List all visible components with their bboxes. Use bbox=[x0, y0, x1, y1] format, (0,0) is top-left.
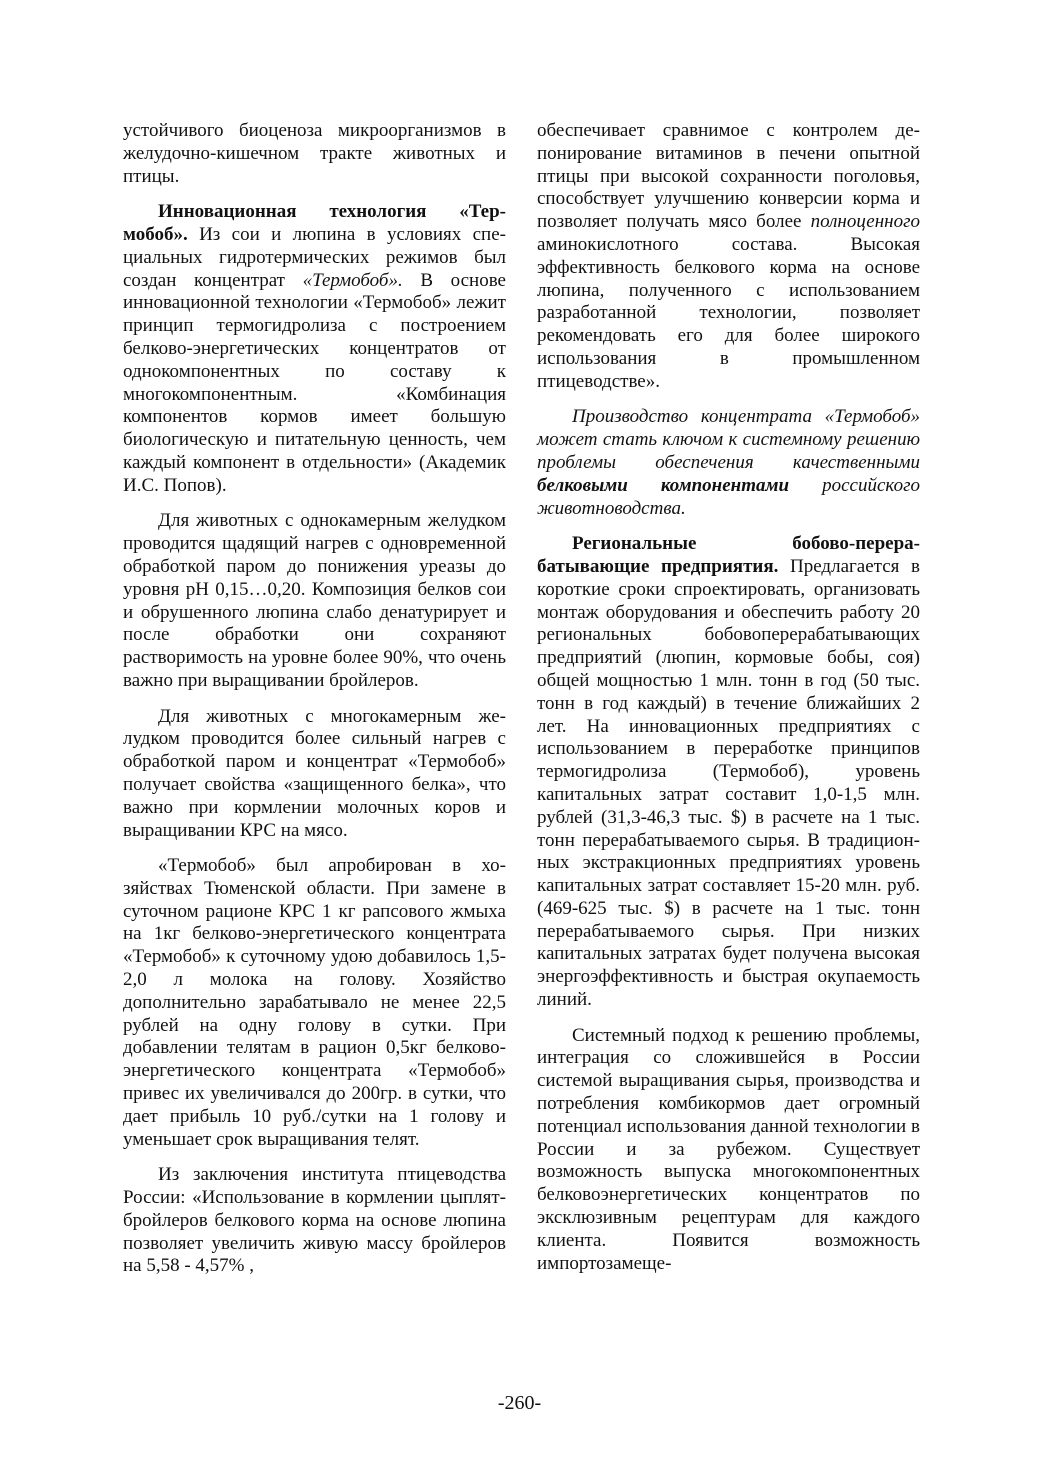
paragraph-text: Для животных с однокамерным желудком проводится щадящий нагрев с одновременной обработкой паром до понижения уреазы до уровня pH 0,15…0,20. Композиция белков сои и обрушенного люпина слабо денатурирует и после обработки они сохраняют растворимость на уровне более 90%, что очень важно при выращивании бройлеров. bbox=[123, 510, 506, 691]
paragraph bbox=[123, 855, 506, 1151]
paragraph-innovative-technology bbox=[123, 201, 506, 497]
paragraph-text: Из заключения института птицеводства России: «Использование в кормлении цыплят-бройлеров белкового корма на основе люпина позволяет увеличить живую массу бройлеров на 5,58 - 4,57% , bbox=[123, 1164, 506, 1277]
paragraph-text: Из сои и люпина в условиях специальных гидротермических режимов был создан концентрат bbox=[123, 223, 506, 291]
section-heading-regional: Региональные бобово-перерабатывающие предприятия. bbox=[537, 533, 920, 577]
paragraph bbox=[123, 706, 506, 843]
paragraph bbox=[123, 510, 506, 692]
paragraph-text: «Термобоб» был апробирован в хозяйствах Тюменской области. При замене в суточном рационе КРС 1 кг рапсового жмыха на 1кг белково-энергетического концентрата «Термобоб» к суточному удою добавилось 1,5-2,0 л молока на голову. Хозяйство дополнительно зарабатывало не менее 22,5 рублей на одну голову в сутки. При добавлении телятам в рацион 0,5кг белково-энергетического концентрата «Термобоб» привес их увеличивался до 200гр. в сутки, что дает прибыль 10 руб./сутки на 1 голову и уменьшает срок выращивания телят. bbox=[123, 855, 506, 1150]
paragraph bbox=[537, 1025, 920, 1276]
page-number: -260- bbox=[497, 1392, 542, 1414]
paragraph-text: Системный подход к решению проблемы, интеграция со сложившейся в России системой выращивания сырья, производства и потребления комбикормов дает огромный потенциал использования данной технологии в России и за рубежом. Существует возможность выпуска многокомпонентных белковоэнергетических концентратов по эксклюзивным рецептурам для каждого клиента. Появится возможность импортозамеще- bbox=[537, 1024, 920, 1274]
paragraph-text: Для животных с многокамерным желудком проводится более сильный нагрев с обработкой паром и концентрат «Термобоб» получает свойства «защищенного белка», что важно при кормлении молочных коров и выращивании КРС на мясо. bbox=[123, 705, 506, 841]
italic-term: полноценного bbox=[810, 211, 920, 233]
paragraph-text: обеспечивает сравнимое с контролем депонирование витаминов в печени опытной птицы при высокой сохранности поголовья, способствует улучшению конверсии корма и позволяет получать мясо более bbox=[537, 120, 920, 233]
italic-term: «Термобоб». bbox=[302, 269, 403, 291]
paragraph-text: устойчивого биоценоза микроорганизмов в желудочно-кишечном тракте животных и птицы. bbox=[123, 120, 506, 187]
paragraph bbox=[123, 1164, 506, 1278]
italic-text: Производство концентрата «Термобоб» может стать ключом к системному решению проблемы обеспечения качественными bbox=[537, 406, 920, 473]
bold-italic-text: белковыми компонентами bbox=[537, 474, 790, 496]
paragraph-text: Предлагается в короткие сроки спроектировать, организовать монтаж оборудования и обеспечить работу 20 региональных бобовоперерабатывающих предприятий (люпин, кормовые бобы, соя) общей мощностью 1 млн. тонн в год (50 тыс. тонн в год каждый) в течение ближайших 2 лет. На инновационных предприятиях с использованием в переработке принципов термогидролиза (Термобоб), уровень капитальных затрат составит 1,0-1,5 млн. рублей (31,3-46,3 тыс. $) в расчете на 1 тыс. тонн перерабатываемого сырья. В традиционных экстракционных предприятиях уровень капитальных затрат составляет 15-20 млн. руб. (469-625 тыс. $) в расчете на 1 тыс. тонн перерабатываемого сырья. При низких капитальных затратах будет получена высокая энергоэффективность и быстрая окупаемость линий. bbox=[537, 555, 920, 1011]
paragraph bbox=[123, 120, 506, 188]
paragraph-regional-enterprises bbox=[537, 533, 920, 1012]
italic-text: российского животноводства. bbox=[537, 474, 920, 519]
paragraph bbox=[537, 120, 920, 394]
italic-statement bbox=[537, 406, 920, 520]
right-column bbox=[537, 120, 920, 1275]
section-heading-termobob: Инновационная технология «Термобоб». bbox=[123, 201, 506, 245]
left-column bbox=[123, 120, 506, 1278]
paragraph-text: аминокислотного состава. Высокая эффективность белкового корма на основе люпина, полученного с использованием разработанной технологии, позволяет рекомендовать его для более широкого использования в промышленном птицеводстве». bbox=[537, 233, 920, 392]
paragraph-text: В основе инновационной технологии «Термобоб» лежит принцип термогидролиза с построением белково-энергетических концентратов от однокомпонентных по составу к многокомпонентным. «Комбинация компонентов кормов имеет большую биологическую и питательную ценность, чем каждый компонент в отдельности» (Академик И.С. Попов). bbox=[123, 269, 506, 496]
